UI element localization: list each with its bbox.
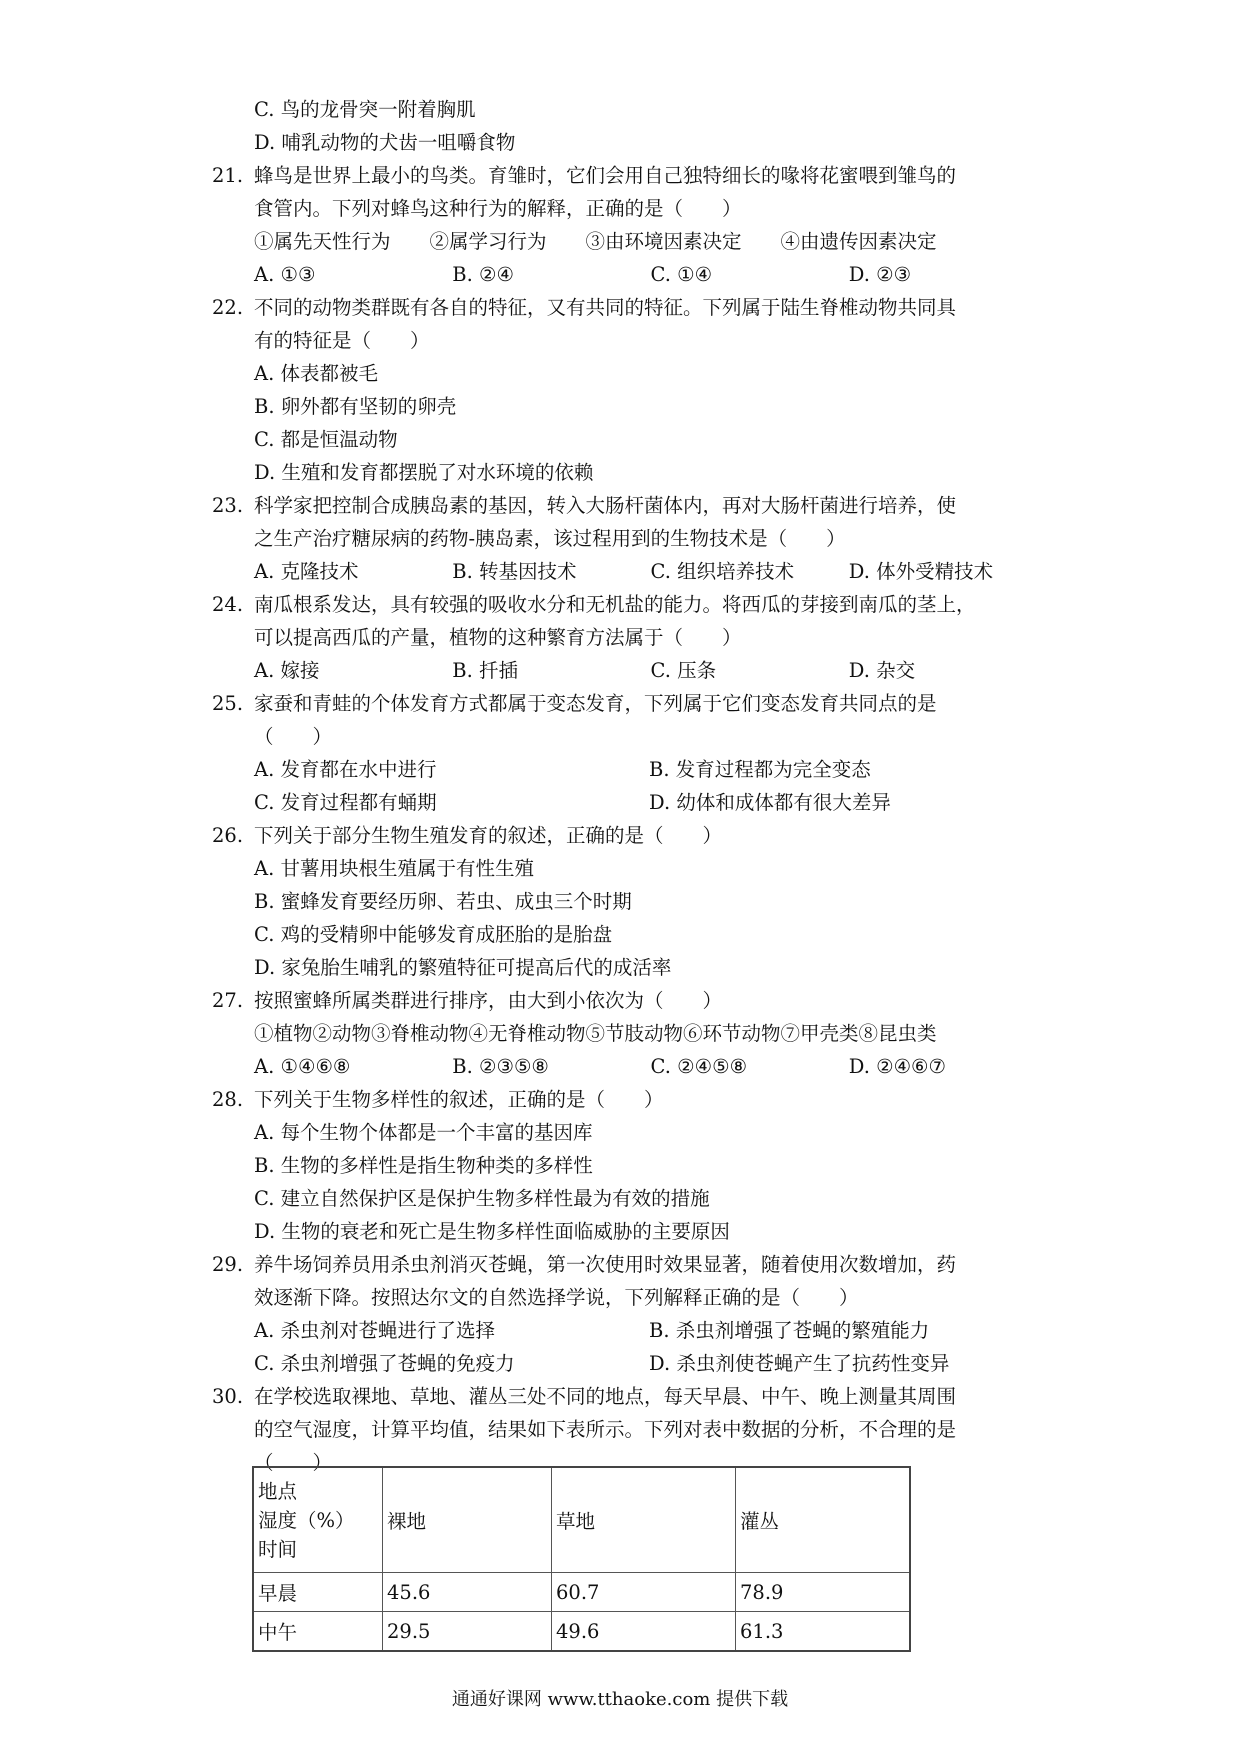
question-stem: 家蚕和青蛙的个体发育方式都属于变态发育，下列属于它们变态发育共同点的是 bbox=[254, 692, 937, 715]
option-d: D. 杂交 bbox=[848, 659, 916, 682]
options-row bbox=[212, 1314, 1047, 1347]
option-d: D. 杀虫剂使苍蝇产生了抗药性变异 bbox=[649, 1352, 950, 1375]
option-a: A. 杀虫剂对苍蝇进行了选择 bbox=[254, 1319, 495, 1342]
option-a: A. 甘薯用块根生殖属于有性生殖 bbox=[254, 857, 534, 880]
option-c: C. 建立自然保护区是保护生物多样性最为有效的措施 bbox=[254, 1187, 710, 1210]
option-b: B. 转基因技术 bbox=[452, 560, 577, 583]
question-stem: 科学家把控制合成胰岛素的基因，转入大肠杆菌体内，再对大肠杆菌进行培养，使 bbox=[254, 494, 957, 517]
option-c: C. 压条 bbox=[650, 659, 717, 682]
option-b: B. 生物的多样性是指生物种类的多样性 bbox=[254, 1154, 593, 1177]
option-b: B. 卵外都有坚韧的卵壳 bbox=[254, 395, 457, 418]
question-stem-cont: 的空气湿度，计算平均值，结果如下表所示。下列对表中数据的分析，不合理的是 bbox=[254, 1418, 957, 1441]
row-label: 中午 bbox=[253, 1612, 383, 1652]
option-d: D. 生物的衰老和死亡是生物多样性面临威胁的主要原因 bbox=[254, 1220, 730, 1243]
question-stem-cont: 有的特征是（ ） bbox=[254, 329, 430, 352]
question-21 bbox=[212, 159, 1047, 192]
question-stem-cont: 可以提高西瓜的产量，植物的这种繁育方法属于（ ） bbox=[254, 626, 742, 649]
table-cell: 61.3 bbox=[736, 1612, 911, 1652]
options-row bbox=[212, 1050, 1047, 1083]
question-number: 25. bbox=[212, 692, 244, 715]
table-row bbox=[253, 1573, 910, 1612]
option-b: B. 蜜蜂发育要经历卵、若虫、成虫三个时期 bbox=[254, 890, 632, 913]
page-footer: 通通好课网 www.tthaoke.com 提供下载 bbox=[451, 1689, 789, 1710]
column-header: 灌丛 bbox=[736, 1467, 911, 1573]
table-header-row bbox=[253, 1467, 910, 1573]
question-stem-cont: （ ） bbox=[254, 1451, 333, 1474]
question-stem: 按照蜜蜂所属类群进行排序，由大到小依次为（ ） bbox=[254, 989, 723, 1012]
option-b: B. 扦插 bbox=[452, 659, 518, 682]
option-c: C. ①④ bbox=[650, 263, 713, 286]
option-a: A. ①④⑥⑧ bbox=[254, 1055, 351, 1078]
option-a: A. 每个生物个体都是一个丰富的基因库 bbox=[254, 1121, 593, 1144]
option-line: D. 哺乳动物的犬齿一咀嚼食物 bbox=[254, 131, 516, 154]
question-stem-cont: （ ） bbox=[254, 725, 333, 748]
option-a: A. 嫁接 bbox=[254, 659, 320, 682]
options-row bbox=[212, 786, 1047, 819]
question-stem: 养牛场饲养员用杀虫剂消灭苍蝇，第一次使用时效果显著，随着使用次数增加，药 bbox=[254, 1253, 957, 1276]
options-row bbox=[212, 753, 1047, 786]
header-line: 湿度（%） bbox=[258, 1508, 355, 1532]
question-stem: 下列关于生物多样性的叙述，正确的是（ ） bbox=[254, 1088, 664, 1111]
question-list bbox=[212, 93, 1047, 1479]
option-d: D. 家兔胎生哺乳的繁殖特征可提高后代的成活率 bbox=[254, 956, 672, 979]
option-b: B. ②③⑤⑧ bbox=[452, 1055, 549, 1078]
column-header: 草地 bbox=[552, 1467, 736, 1573]
table-corner-header bbox=[253, 1467, 383, 1573]
option-a: A. 克隆技术 bbox=[254, 560, 359, 583]
table-cell: 60.7 bbox=[552, 1573, 736, 1612]
option-a: A. 发育都在水中进行 bbox=[254, 758, 437, 781]
option-c: C. ②④⑤⑧ bbox=[650, 1055, 748, 1078]
question-23 bbox=[212, 489, 1047, 522]
question-stem: 下列关于部分生物生殖发育的叙述，正确的是（ ） bbox=[254, 824, 723, 847]
option-c: C. 都是恒温动物 bbox=[254, 428, 398, 451]
question-number: 30. bbox=[212, 1385, 244, 1408]
option-line: C. 鸟的龙骨突一附着胸肌 bbox=[254, 98, 476, 121]
question-number: 26. bbox=[212, 824, 244, 847]
header-line: 时间 bbox=[258, 1537, 298, 1561]
option-d: D. ②④⑥⑦ bbox=[848, 1055, 947, 1078]
question-22 bbox=[212, 291, 1047, 324]
table-cell: 49.6 bbox=[552, 1612, 736, 1652]
option-b: B. 发育过程都为完全变态 bbox=[649, 758, 871, 781]
option-c: C. 鸡的受精卵中能够发育成胚胎的是胎盘 bbox=[254, 923, 613, 946]
option-d: D. 体外受精技术 bbox=[848, 560, 994, 583]
question-26 bbox=[212, 819, 1047, 852]
option-d: D. 幼体和成体都有很大差异 bbox=[649, 791, 891, 814]
option-d: D. 生殖和发育都摆脱了对水环境的依赖 bbox=[254, 461, 594, 484]
question-statements: ①植物②动物③脊椎动物④无脊椎动物⑤节肢动物⑥环节动物⑦甲壳类⑧昆虫类 bbox=[254, 1022, 937, 1045]
question-stem: 在学校选取裸地、草地、灌丛三处不同的地点，每天早晨、中午、晚上测量其周围 bbox=[254, 1385, 957, 1408]
humidity-table bbox=[252, 1466, 911, 1652]
question-25 bbox=[212, 687, 1047, 720]
option-d: D. ②③ bbox=[848, 263, 912, 286]
question-stem-cont: 食管内。下列对蜂鸟这种行为的解释，正确的是（ ） bbox=[254, 197, 742, 220]
table-cell: 45.6 bbox=[383, 1573, 552, 1612]
question-statements: ①属先天性行为 ②属学习行为 ③由环境因素决定 ④由遗传因素决定 bbox=[254, 230, 937, 253]
question-24 bbox=[212, 588, 1047, 621]
question-number: 29. bbox=[212, 1253, 244, 1276]
question-number: 24. bbox=[212, 593, 244, 616]
options-row bbox=[212, 258, 1047, 291]
options-row bbox=[212, 1347, 1047, 1380]
question-27 bbox=[212, 984, 1047, 1017]
question-stem-cont: 效逐渐下降。按照达尔文的自然选择学说，下列解释正确的是（ ） bbox=[254, 1286, 859, 1309]
question-30 bbox=[212, 1380, 1047, 1413]
question-number: 21. bbox=[212, 164, 244, 187]
question-28 bbox=[212, 1083, 1047, 1116]
column-header: 裸地 bbox=[383, 1467, 552, 1573]
question-stem: 不同的动物类群既有各自的特征，又有共同的特征。下列属于陆生脊椎动物共同具 bbox=[254, 296, 957, 319]
option-c: C. 杀虫剂增强了苍蝇的免疫力 bbox=[254, 1352, 515, 1375]
question-number: 28. bbox=[212, 1088, 244, 1111]
option-b: B. ②④ bbox=[452, 263, 514, 286]
table-cell: 29.5 bbox=[383, 1612, 552, 1652]
question-stem-cont: 之生产治疗糖尿病的药物-胰岛素，该过程用到的生物技术是（ ） bbox=[254, 527, 846, 550]
option-b: B. 杀虫剂增强了苍蝇的繁殖能力 bbox=[649, 1319, 930, 1342]
table-row bbox=[253, 1612, 910, 1652]
options-row bbox=[212, 654, 1047, 687]
question-number: 27. bbox=[212, 989, 244, 1012]
option-a: A. 体表都被毛 bbox=[254, 362, 378, 385]
option-c: C. 发育过程都有蛹期 bbox=[254, 791, 437, 814]
question-stem: 南瓜根系发达，具有较强的吸收水分和无机盐的能力。将西瓜的芽接到南瓜的茎上， bbox=[254, 593, 976, 616]
row-label: 早晨 bbox=[253, 1573, 383, 1612]
question-29 bbox=[212, 1248, 1047, 1281]
header-line: 地点 bbox=[258, 1479, 298, 1503]
table-cell: 78.9 bbox=[736, 1573, 911, 1612]
question-stem: 蜂鸟是世界上最小的鸟类。育雏时，它们会用自己独特细长的喙将花蜜喂到雏鸟的 bbox=[254, 164, 957, 187]
options-row bbox=[212, 555, 1047, 588]
question-number: 23. bbox=[212, 494, 244, 517]
question-number: 22. bbox=[212, 296, 244, 319]
option-c: C. 组织培养技术 bbox=[650, 560, 795, 583]
option-a: A. ①③ bbox=[254, 263, 316, 286]
